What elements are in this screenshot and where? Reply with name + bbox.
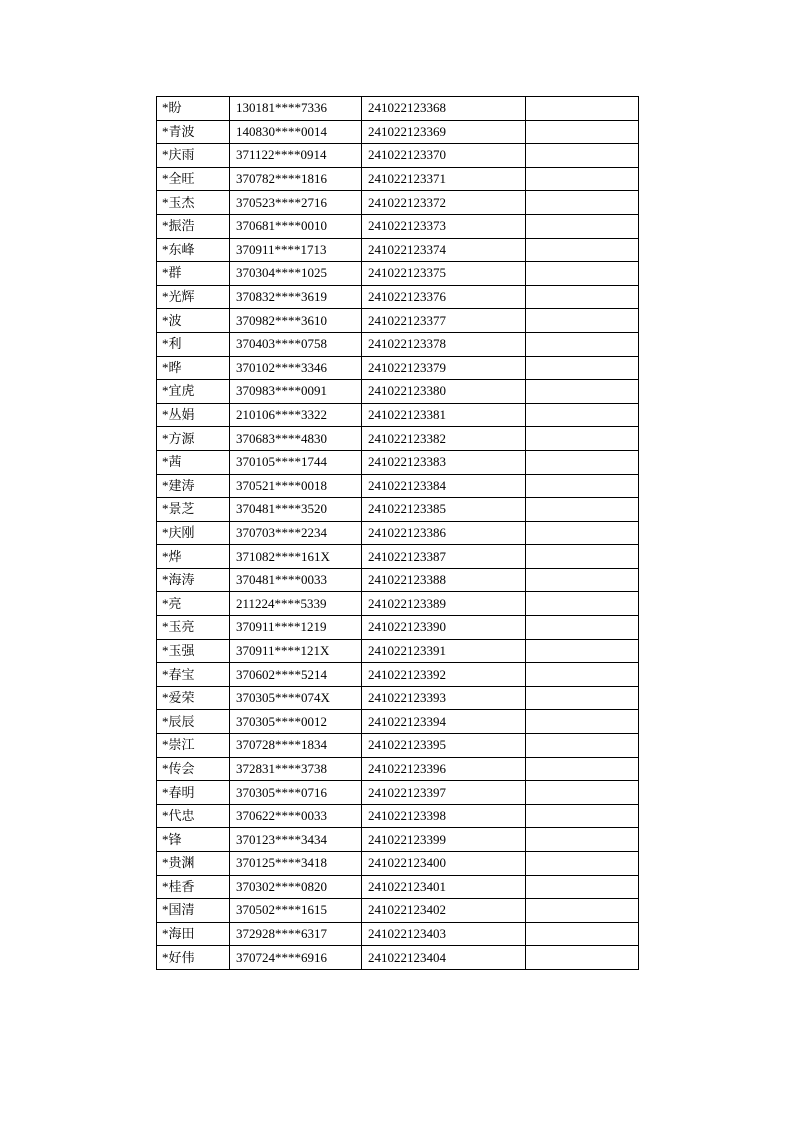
certificate-number-cell: 241022123398 bbox=[362, 804, 526, 828]
table-row bbox=[157, 734, 639, 758]
certificate-number-cell: 241022123375 bbox=[362, 262, 526, 286]
table-row bbox=[157, 450, 639, 474]
name-cell: *盼 bbox=[157, 97, 230, 121]
certificate-number-cell: 241022123401 bbox=[362, 875, 526, 899]
certificate-number-cell: 241022123384 bbox=[362, 474, 526, 498]
id-number-cell: 370683****4830 bbox=[230, 427, 362, 451]
certificate-number-cell: 241022123383 bbox=[362, 450, 526, 474]
name-cell: *方源 bbox=[157, 427, 230, 451]
name-cell: *国清 bbox=[157, 899, 230, 923]
remarks-cell bbox=[526, 922, 639, 946]
name-cell: *全旺 bbox=[157, 167, 230, 191]
remarks-cell bbox=[526, 474, 639, 498]
remarks-cell bbox=[526, 616, 639, 640]
table-row bbox=[157, 474, 639, 498]
roster-table bbox=[156, 96, 639, 970]
id-number-cell: 370911****121X bbox=[230, 639, 362, 663]
table-row bbox=[157, 309, 639, 333]
table-row bbox=[157, 592, 639, 616]
table-row bbox=[157, 757, 639, 781]
table-row bbox=[157, 639, 639, 663]
remarks-cell bbox=[526, 686, 639, 710]
table-row bbox=[157, 899, 639, 923]
certificate-number-cell: 241022123377 bbox=[362, 309, 526, 333]
id-number-cell: 370302****0820 bbox=[230, 875, 362, 899]
remarks-cell bbox=[526, 427, 639, 451]
certificate-number-cell: 241022123402 bbox=[362, 899, 526, 923]
id-number-cell: 372928****6317 bbox=[230, 922, 362, 946]
id-number-cell: 372831****3738 bbox=[230, 757, 362, 781]
name-cell: *春宝 bbox=[157, 663, 230, 687]
remarks-cell bbox=[526, 356, 639, 380]
table-row bbox=[157, 262, 639, 286]
id-number-cell: 370703****2234 bbox=[230, 521, 362, 545]
table-row bbox=[157, 922, 639, 946]
certificate-number-cell: 241022123394 bbox=[362, 710, 526, 734]
remarks-cell bbox=[526, 498, 639, 522]
certificate-number-cell: 241022123387 bbox=[362, 545, 526, 569]
certificate-number-cell: 241022123381 bbox=[362, 403, 526, 427]
remarks-cell bbox=[526, 238, 639, 262]
certificate-number-cell: 241022123386 bbox=[362, 521, 526, 545]
id-number-cell: 370983****0091 bbox=[230, 380, 362, 404]
remarks-cell bbox=[526, 639, 639, 663]
table-row bbox=[157, 427, 639, 451]
remarks-cell bbox=[526, 403, 639, 427]
id-number-cell: 210106****3322 bbox=[230, 403, 362, 427]
certificate-number-cell: 241022123388 bbox=[362, 568, 526, 592]
table-row bbox=[157, 710, 639, 734]
table-row bbox=[157, 852, 639, 876]
certificate-number-cell: 241022123392 bbox=[362, 663, 526, 687]
certificate-number-cell: 241022123400 bbox=[362, 852, 526, 876]
remarks-cell bbox=[526, 828, 639, 852]
id-number-cell: 370102****3346 bbox=[230, 356, 362, 380]
id-number-cell: 370911****1219 bbox=[230, 616, 362, 640]
certificate-number-cell: 241022123396 bbox=[362, 757, 526, 781]
certificate-number-cell: 241022123380 bbox=[362, 380, 526, 404]
id-number-cell: 370481****0033 bbox=[230, 568, 362, 592]
id-number-cell: 370728****1834 bbox=[230, 734, 362, 758]
certificate-number-cell: 241022123403 bbox=[362, 922, 526, 946]
certificate-number-cell: 241022123369 bbox=[362, 120, 526, 144]
name-cell: *利 bbox=[157, 332, 230, 356]
id-number-cell: 370125****3418 bbox=[230, 852, 362, 876]
table-row bbox=[157, 214, 639, 238]
id-number-cell: 370105****1744 bbox=[230, 450, 362, 474]
name-cell: *庆刚 bbox=[157, 521, 230, 545]
certificate-number-cell: 241022123395 bbox=[362, 734, 526, 758]
certificate-number-cell: 241022123397 bbox=[362, 781, 526, 805]
name-cell: *晔 bbox=[157, 356, 230, 380]
table-row bbox=[157, 285, 639, 309]
table-row bbox=[157, 144, 639, 168]
table-row bbox=[157, 97, 639, 121]
id-number-cell: 370521****0018 bbox=[230, 474, 362, 498]
name-cell: *春明 bbox=[157, 781, 230, 805]
certificate-number-cell: 241022123376 bbox=[362, 285, 526, 309]
name-cell: *丛娟 bbox=[157, 403, 230, 427]
certificate-number-cell: 241022123391 bbox=[362, 639, 526, 663]
table-row bbox=[157, 828, 639, 852]
table-row bbox=[157, 521, 639, 545]
name-cell: *辰辰 bbox=[157, 710, 230, 734]
table-row bbox=[157, 380, 639, 404]
certificate-number-cell: 241022123399 bbox=[362, 828, 526, 852]
id-number-cell: 370523****2716 bbox=[230, 191, 362, 215]
name-cell: *海涛 bbox=[157, 568, 230, 592]
id-number-cell: 370304****1025 bbox=[230, 262, 362, 286]
name-cell: *烨 bbox=[157, 545, 230, 569]
table-row bbox=[157, 663, 639, 687]
name-cell: *玉杰 bbox=[157, 191, 230, 215]
table-row bbox=[157, 568, 639, 592]
name-cell: *爱荣 bbox=[157, 686, 230, 710]
remarks-cell bbox=[526, 804, 639, 828]
name-cell: *青波 bbox=[157, 120, 230, 144]
id-number-cell: 370403****0758 bbox=[230, 332, 362, 356]
table-row bbox=[157, 616, 639, 640]
remarks-cell bbox=[526, 875, 639, 899]
name-cell: *宜虎 bbox=[157, 380, 230, 404]
name-cell: *波 bbox=[157, 309, 230, 333]
certificate-number-cell: 241022123374 bbox=[362, 238, 526, 262]
name-cell: *亮 bbox=[157, 592, 230, 616]
remarks-cell bbox=[526, 899, 639, 923]
table-row bbox=[157, 498, 639, 522]
table-row bbox=[157, 781, 639, 805]
name-cell: *建涛 bbox=[157, 474, 230, 498]
remarks-cell bbox=[526, 380, 639, 404]
remarks-cell bbox=[526, 167, 639, 191]
remarks-cell bbox=[526, 285, 639, 309]
roster-table-body bbox=[157, 97, 639, 970]
name-cell: *玉强 bbox=[157, 639, 230, 663]
id-number-cell: 370622****0033 bbox=[230, 804, 362, 828]
id-number-cell: 370305****0716 bbox=[230, 781, 362, 805]
remarks-cell bbox=[526, 734, 639, 758]
name-cell: *光辉 bbox=[157, 285, 230, 309]
remarks-cell bbox=[526, 450, 639, 474]
table-row bbox=[157, 875, 639, 899]
name-cell: *锋 bbox=[157, 828, 230, 852]
table-row bbox=[157, 946, 639, 970]
remarks-cell bbox=[526, 120, 639, 144]
name-cell: *代忠 bbox=[157, 804, 230, 828]
id-number-cell: 130181****7336 bbox=[230, 97, 362, 121]
name-cell: *桂香 bbox=[157, 875, 230, 899]
remarks-cell bbox=[526, 191, 639, 215]
remarks-cell bbox=[526, 592, 639, 616]
remarks-cell bbox=[526, 332, 639, 356]
id-number-cell: 370982****3610 bbox=[230, 309, 362, 333]
table-row bbox=[157, 403, 639, 427]
name-cell: *茜 bbox=[157, 450, 230, 474]
id-number-cell: 370481****3520 bbox=[230, 498, 362, 522]
remarks-cell bbox=[526, 568, 639, 592]
table-row bbox=[157, 120, 639, 144]
id-number-cell: 370305****0012 bbox=[230, 710, 362, 734]
remarks-cell bbox=[526, 852, 639, 876]
table-row bbox=[157, 804, 639, 828]
remarks-cell bbox=[526, 710, 639, 734]
id-number-cell: 211224****5339 bbox=[230, 592, 362, 616]
remarks-cell bbox=[526, 521, 639, 545]
name-cell: *崇江 bbox=[157, 734, 230, 758]
table-row bbox=[157, 686, 639, 710]
id-number-cell: 370602****5214 bbox=[230, 663, 362, 687]
remarks-cell bbox=[526, 663, 639, 687]
remarks-cell bbox=[526, 545, 639, 569]
id-number-cell: 370782****1816 bbox=[230, 167, 362, 191]
table-row bbox=[157, 332, 639, 356]
table-row bbox=[157, 238, 639, 262]
id-number-cell: 370681****0010 bbox=[230, 214, 362, 238]
remarks-cell bbox=[526, 214, 639, 238]
id-number-cell: 371122****0914 bbox=[230, 144, 362, 168]
certificate-number-cell: 241022123371 bbox=[362, 167, 526, 191]
id-number-cell: 370724****6916 bbox=[230, 946, 362, 970]
certificate-number-cell: 241022123385 bbox=[362, 498, 526, 522]
certificate-number-cell: 241022123389 bbox=[362, 592, 526, 616]
name-cell: *海田 bbox=[157, 922, 230, 946]
id-number-cell: 370123****3434 bbox=[230, 828, 362, 852]
certificate-number-cell: 241022123393 bbox=[362, 686, 526, 710]
table-row bbox=[157, 356, 639, 380]
name-cell: *传会 bbox=[157, 757, 230, 781]
id-number-cell: 140830****0014 bbox=[230, 120, 362, 144]
id-number-cell: 370502****1615 bbox=[230, 899, 362, 923]
certificate-number-cell: 241022123373 bbox=[362, 214, 526, 238]
id-number-cell: 370911****1713 bbox=[230, 238, 362, 262]
certificate-number-cell: 241022123368 bbox=[362, 97, 526, 121]
name-cell: *景芝 bbox=[157, 498, 230, 522]
remarks-cell bbox=[526, 144, 639, 168]
name-cell: *贵渊 bbox=[157, 852, 230, 876]
name-cell: *振浩 bbox=[157, 214, 230, 238]
remarks-cell bbox=[526, 757, 639, 781]
name-cell: *群 bbox=[157, 262, 230, 286]
certificate-number-cell: 241022123378 bbox=[362, 332, 526, 356]
certificate-number-cell: 241022123370 bbox=[362, 144, 526, 168]
name-cell: *庆雨 bbox=[157, 144, 230, 168]
remarks-cell bbox=[526, 946, 639, 970]
remarks-cell bbox=[526, 262, 639, 286]
table-row bbox=[157, 545, 639, 569]
certificate-number-cell: 241022123390 bbox=[362, 616, 526, 640]
table-row bbox=[157, 167, 639, 191]
remarks-cell bbox=[526, 309, 639, 333]
id-number-cell: 370305****074X bbox=[230, 686, 362, 710]
name-cell: *好伟 bbox=[157, 946, 230, 970]
certificate-number-cell: 241022123379 bbox=[362, 356, 526, 380]
certificate-number-cell: 241022123404 bbox=[362, 946, 526, 970]
name-cell: *东峰 bbox=[157, 238, 230, 262]
remarks-cell bbox=[526, 97, 639, 121]
table-row bbox=[157, 191, 639, 215]
certificate-number-cell: 241022123382 bbox=[362, 427, 526, 451]
id-number-cell: 370832****3619 bbox=[230, 285, 362, 309]
id-number-cell: 371082****161X bbox=[230, 545, 362, 569]
name-cell: *玉亮 bbox=[157, 616, 230, 640]
remarks-cell bbox=[526, 781, 639, 805]
certificate-number-cell: 241022123372 bbox=[362, 191, 526, 215]
